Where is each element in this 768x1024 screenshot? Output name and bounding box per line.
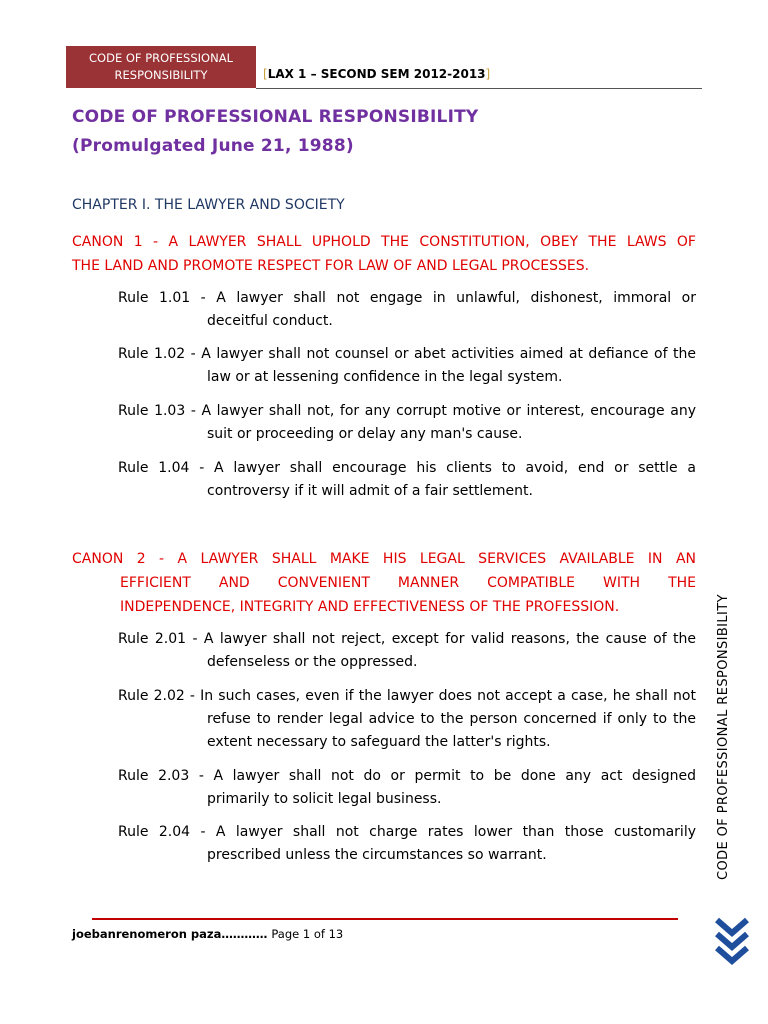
rule-2-01 xyxy=(118,628,696,674)
rule-2-03-line2: primarily to solicit legal business. xyxy=(207,791,442,807)
header-title-box xyxy=(66,46,256,88)
bracket-open: [ xyxy=(263,67,268,81)
rule-1-01-line1: Rule 1.01 - A lawyer shall not engage in unlawful, dishonest, immoral or xyxy=(118,290,696,306)
side-label: CODE OF PROFESSIONAL RESPONSIBILITY xyxy=(716,594,731,880)
rule-2-02-line3: extent necessary to safeguard the latter's rights. xyxy=(207,734,551,750)
canon-2 xyxy=(72,547,696,619)
header-box-line1: CODE OF PROFESSIONAL xyxy=(89,51,233,65)
header-rule xyxy=(256,88,702,89)
rule-2-01-line1: Rule 2.01 - A lawyer shall not reject, except for valid reasons, the cause of the xyxy=(118,631,696,647)
rule-1-04-line2: controversy if it will admit of a fair settlement. xyxy=(207,483,533,499)
canon-1-line1: CANON 1 - A LAWYER SHALL UPHOLD THE CONSTITUTION, OBEY THE LAWS OF xyxy=(72,234,696,250)
rule-1-02-line2: law or at lessening confidence in the legal system. xyxy=(207,369,563,385)
rule-2-02-line1: Rule 2.02 - In such cases, even if the lawyer does not accept a case, he shall not xyxy=(118,688,696,704)
canon-2-line2: EFFICIENT AND CONVENIENT MANNER COMPATIBLE WITH THE xyxy=(120,575,696,591)
rule-1-02 xyxy=(118,343,696,389)
rule-1-03 xyxy=(118,400,696,446)
rule-1-03-line1: Rule 1.03 - A lawyer shall not, for any corrupt motive or interest, encourage any xyxy=(118,403,696,419)
footer xyxy=(72,927,343,941)
rule-1-04-line1: Rule 1.04 - A lawyer shall encourage his clients to avoid, end or settle a xyxy=(118,460,696,476)
rule-2-03 xyxy=(118,765,696,811)
canon-1-line2: THE LAND AND PROMOTE RESPECT FOR LAW OF AND LEGAL PROCESSES. xyxy=(72,258,590,274)
header-box-line2: RESPONSIBILITY xyxy=(114,68,208,82)
canon-2-line1: CANON 2 - A LAWYER SHALL MAKE HIS LEGAL SERVICES AVAILABLE IN AN xyxy=(72,551,696,567)
canon-1 xyxy=(72,230,696,278)
rule-1-04 xyxy=(118,457,696,503)
footer-rule xyxy=(92,918,678,920)
rule-1-02-line1: Rule 1.02 - A lawyer shall not counsel or abet activities aimed at defiance of the xyxy=(118,346,696,362)
rule-2-03-line1: Rule 2.03 - A lawyer shall not do or permit to be done any act designed xyxy=(118,768,696,784)
bracket-close: ] xyxy=(485,67,491,81)
canon-2-line3: INDEPENDENCE, INTEGRITY AND EFFECTIVENESS OF THE PROFESSION. xyxy=(120,599,620,615)
rule-2-02 xyxy=(118,685,696,754)
header-course-label xyxy=(263,67,490,81)
document-subtitle: (Promulgated June 21, 1988) xyxy=(72,136,354,156)
rule-1-03-line2: suit or proceeding or delay any man's cause. xyxy=(207,426,523,442)
rule-2-02-line2: refuse to render legal advice to the person concerned if only to the xyxy=(207,711,696,727)
rule-2-01-line2: defenseless or the oppressed. xyxy=(207,654,418,670)
rule-1-01-line2: deceitful conduct. xyxy=(207,313,333,329)
rule-2-04-line2: prescribed unless the circumstances so warrant. xyxy=(207,847,547,863)
footer-author: joebanrenomeron paza………… xyxy=(72,927,268,941)
chapter-heading: CHAPTER I. THE LAWYER AND SOCIETY xyxy=(72,197,345,213)
chevron-down-icon xyxy=(714,916,750,968)
footer-page: Page 1 of 13 xyxy=(271,927,344,941)
rule-1-01 xyxy=(118,287,696,333)
header-course: LAX 1 – SECOND SEM 2012-2013 xyxy=(267,67,486,81)
rule-2-04-line1: Rule 2.04 - A lawyer shall not charge rates lower than those customarily xyxy=(118,824,696,840)
rule-2-04 xyxy=(118,821,696,867)
document-title: CODE OF PROFESSIONAL RESPONSIBILITY xyxy=(72,107,479,127)
